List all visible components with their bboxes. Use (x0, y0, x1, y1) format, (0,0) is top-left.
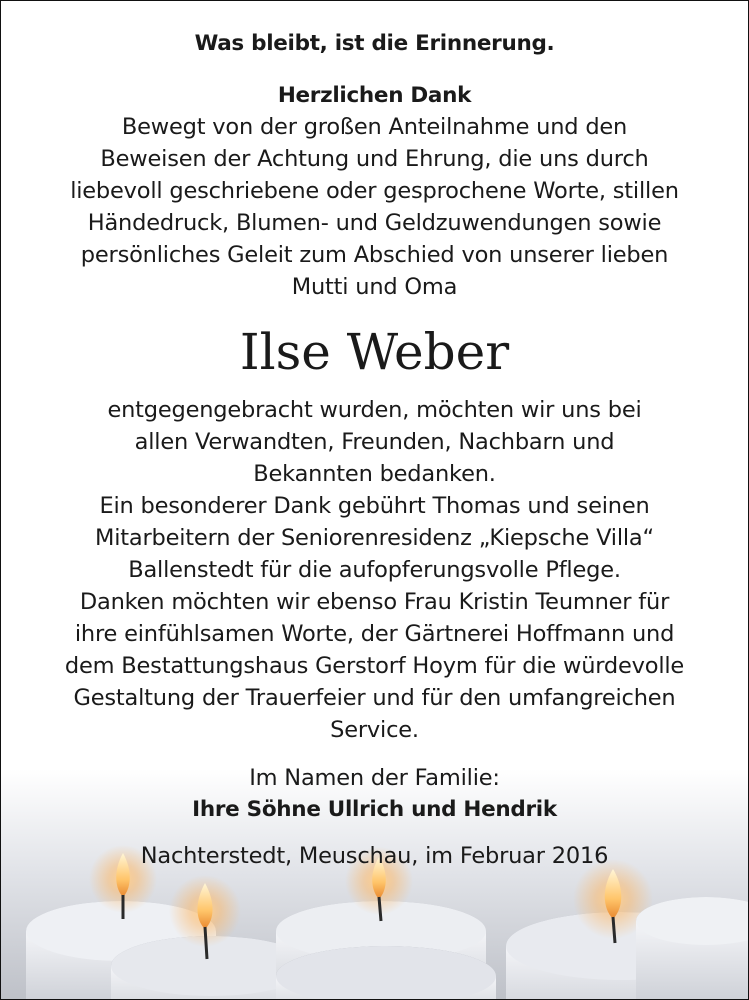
thanks-line: Mitarbeitern der Seniorenresidenz „Kiepsche Villa“ (95, 525, 654, 551)
heading: Herzlichen Dank (277, 83, 472, 108)
thanks-line: entgegengebracht wurden, möchten wir uns bei (107, 397, 642, 423)
thanks-line: Ein besonderer Dank gebührt Thomas und seinen (99, 493, 650, 519)
thanks-line: allen Verwandten, Freunden, Nachbarn und (134, 429, 615, 455)
family-names: Ihre Söhne Ullrich und Hendrik (192, 797, 557, 822)
thanks-line: Service. (330, 717, 419, 743)
thanks-line: Gestaltung der Trauerfeier und für den umfangreichen (73, 685, 676, 711)
intro-line: Bewegt von der großen Anteilnahme und den (121, 114, 628, 140)
intro-line: Händedruck, Blumen- und Geldzuwendungen sowie (87, 210, 662, 236)
intro-line: liebevoll geschriebene oder gesprochene Worte, stillen (70, 178, 679, 204)
place-date: Nachterstedt, Meuschau, im Februar 2016 (140, 843, 609, 869)
candle-6 (636, 897, 748, 999)
thanks-line: dem Bestattungshaus Gerstorf Hoym für die würdevolle (64, 653, 685, 679)
intro-line: Mutti und Oma (291, 274, 458, 300)
family-intro: Im Namen der Familie: (249, 765, 500, 791)
intro-line: persönliches Geleit zum Abschied von unserer lieben (80, 242, 669, 268)
thanks-line: ihre einfühlsamen Worte, der Gärtnerei Hoffmann und (74, 621, 675, 647)
thanks-line: Bekannten bedanken. (253, 461, 496, 487)
thanks-line: Ballenstedt für die aufopferungsvolle Pflege. (128, 557, 621, 583)
motto: Was bleibt, ist die Erinnerung. (194, 31, 555, 56)
intro-line: Beweisen der Achtung und Ehrung, die uns durch (100, 146, 649, 172)
thanks-line: Danken möchten wir ebenso Frau Kristin Teumner für (79, 589, 670, 615)
deceased-name: Ilse Weber (239, 323, 510, 381)
